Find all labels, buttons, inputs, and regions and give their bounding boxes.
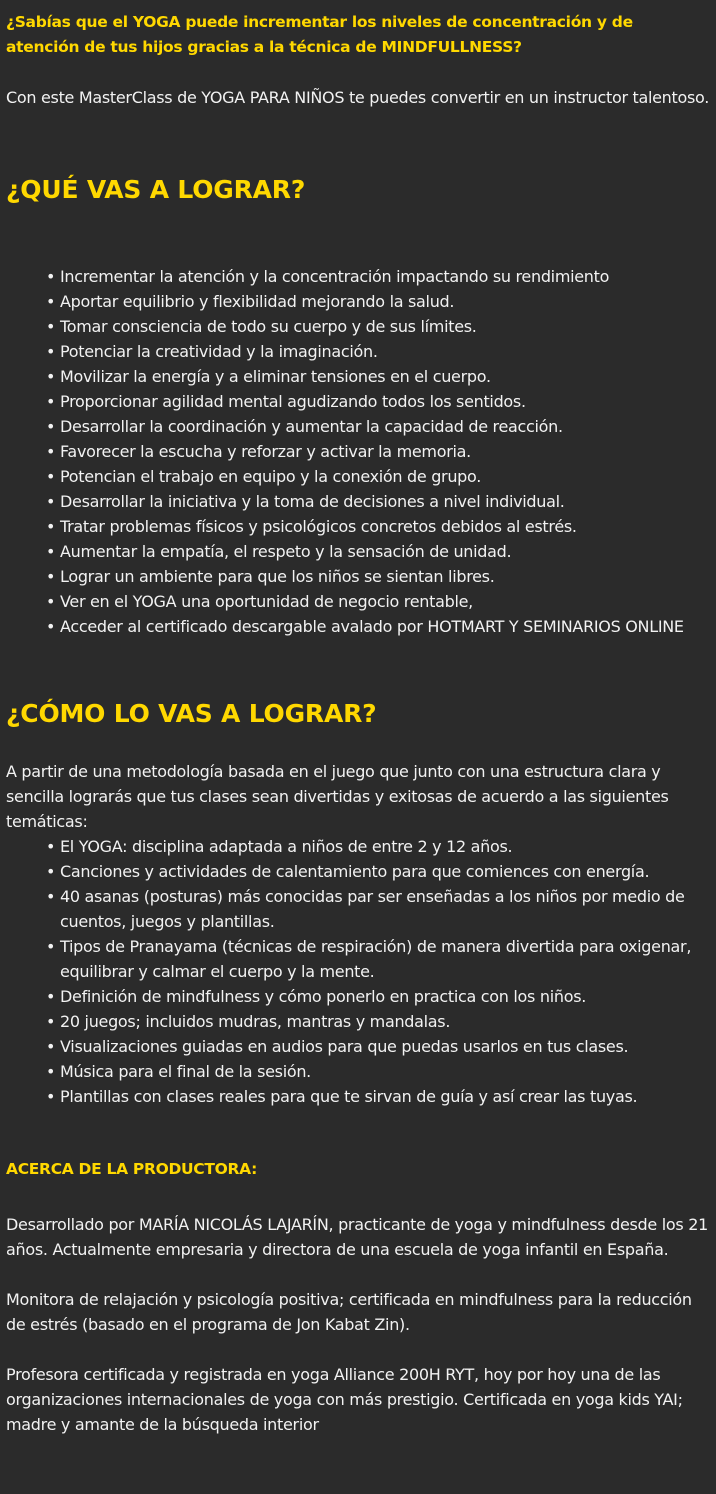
intro-text: Con este MasterClass de YOGA PARA NIÑOS te puedes convertir en un instructor talentoso. bbox=[6, 88, 710, 107]
list-item: • Desarrollar la coordinación y aumentar la capacidad de reacción. bbox=[46, 414, 710, 439]
list-item: • Proporcionar agilidad mental agudizando todos los sentidos. bbox=[46, 389, 710, 414]
list-item: • 20 juegos; incluidos mudras, mantras y mandalas. bbox=[46, 1009, 710, 1034]
achieve-list bbox=[6, 264, 710, 639]
producer-paragraph: Desarrollado por MARÍA NICOLÁS LAJARÍN, practicante de yoga y mindfulness desde los 21 años. Actualmente empresaria y directora de una escuela de yoga infantil en España. bbox=[6, 1215, 708, 1259]
list-item: • Aportar equilibrio y flexibilidad mejorando la salud. bbox=[46, 289, 710, 314]
list-item: • 40 asanas (posturas) más conocidas par ser enseñadas a los niños por medio de cuentos, juegos y plantillas. bbox=[46, 884, 710, 934]
list-item: • Visualizaciones guiadas en audios para que puedas usarlos en tus clases. bbox=[46, 1034, 710, 1059]
list-item: • Lograr un ambiente para que los niños se sientan libres. bbox=[46, 564, 710, 589]
producer-paragraph: Monitora de relajación y psicología positiva; certificada en mindfulness para la reducción de estrés (basado en el programa de Jon Kabat Zin). bbox=[6, 1290, 692, 1334]
list-item: • Tratar problemas físicos y psicológicos concretos debidos al estrés. bbox=[46, 514, 710, 539]
list-item: • Potencian el trabajo en equipo y la conexión de grupo. bbox=[46, 464, 710, 489]
how-text: A partir de una metodología basada en el juego que junto con una estructura clara y sencilla lograrás que tus clases sean divertidas y exitosas de acuerdo a las siguientes temáticas: bbox=[6, 762, 669, 831]
list-item: • Canciones y actividades de calentamiento para que comiences con energía. bbox=[46, 859, 710, 884]
list-item: • Acceder al certificado descargable avalado por HOTMART Y SEMINARIOS ONLINE bbox=[46, 614, 710, 639]
list-item: • Tomar consciencia de todo su cuerpo y de sus límites. bbox=[46, 314, 710, 339]
list-item: • Potenciar la creatividad y la imaginación. bbox=[46, 339, 710, 364]
list-item: • Movilizar la energía y a eliminar tensiones en el cuerpo. bbox=[46, 364, 710, 389]
how-heading: ¿CÓMO LO VAS A LOGRAR? bbox=[6, 699, 377, 728]
producer-heading: ACERCA DE LA PRODUCTORA: bbox=[6, 1160, 258, 1178]
list-item: • Tipos de Pranayama (técnicas de respiración) de manera divertida para oxigenar, equilibrar y calmar el cuerpo y la mente. bbox=[46, 934, 710, 984]
list-item: • Música para el final de la sesión. bbox=[46, 1059, 710, 1084]
how-list bbox=[6, 834, 710, 1109]
list-item: • Favorecer la escucha y reforzar y activar la memoria. bbox=[46, 439, 710, 464]
list-item: • Definición de mindfulness y cómo ponerlo en practica con los niños. bbox=[46, 984, 710, 1009]
list-item: • Aumentar la empatía, el respeto y la sensación de unidad. bbox=[46, 539, 710, 564]
producer-paragraph: Profesora certificada y registrada en yoga Alliance 200H RYT, hoy por hoy una de las organizaciones internacionales de yoga con más prestigio. Certificada en yoga kids YAI; madre y amante de la búsqueda interior bbox=[6, 1365, 683, 1434]
list-item: • Desarrollar la iniciativa y la toma de decisiones a nivel individual. bbox=[46, 489, 710, 514]
list-item: • El YOGA: disciplina adaptada a niños de entre 2 y 12 años. bbox=[46, 834, 710, 859]
list-item: • Ver en el YOGA una oportunidad de negocio rentable, bbox=[46, 589, 710, 614]
intro-question: ¿Sabías que el YOGA puede incrementar los niveles de concentración y de atención de tus hijos gracias a la técnica de MINDFULLNESS? bbox=[6, 13, 633, 56]
list-item: • Incrementar la atención y la concentración impactando su rendimiento bbox=[46, 264, 710, 289]
achieve-heading: ¿QUÉ VAS A LOGRAR? bbox=[6, 175, 306, 204]
list-item: • Plantillas con clases reales para que te sirvan de guía y así crear las tuyas. bbox=[46, 1084, 710, 1109]
